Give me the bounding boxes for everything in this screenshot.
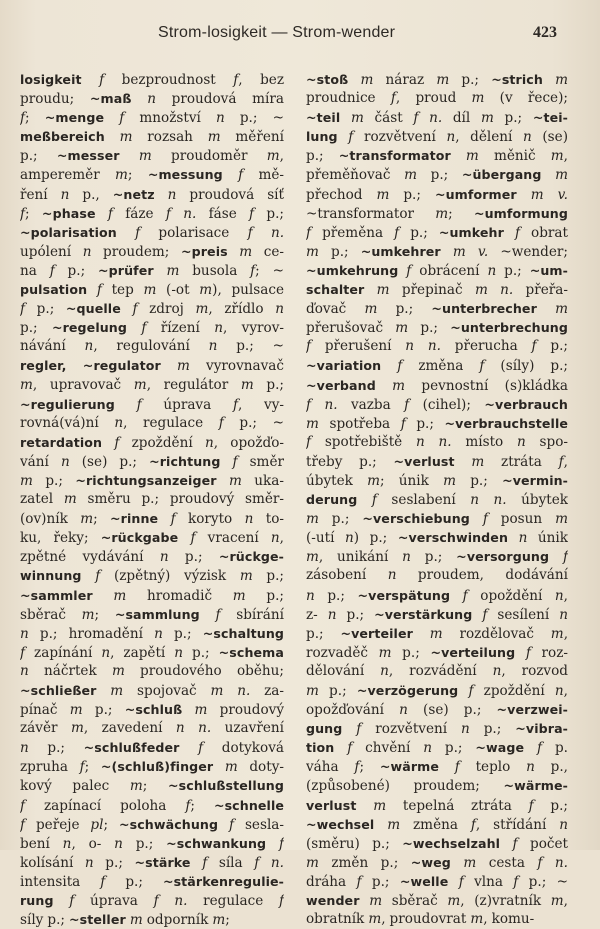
entry-line: vání n (se) p.; ~richtung f směr (20, 453, 284, 470)
entry-line: rung f úprava f n. regulace f (20, 893, 284, 910)
entry-line: váha f; ~wärme f teplo n p., (306, 759, 568, 776)
entry-line: bení n, o- n p.; ~schwankung f (20, 835, 284, 852)
right-column (306, 70, 568, 929)
entry-line: závěr m, zavedení n n. uzavření (20, 720, 284, 737)
entry-line: m p.; ~verschiebung f posun m (306, 511, 568, 528)
entry-line: síly p.; ~steller m odporník m; (20, 912, 230, 929)
entry-line: retardation f zpoždění n, opožďo- (20, 434, 284, 451)
entry-line: winnung f (zpětný) výzisk m p.; (20, 568, 284, 585)
entry-line: verlust m tepelná ztráta f p.; (306, 797, 568, 814)
entry-line: p.; ~verteiler m rozdělovač m, (306, 625, 568, 642)
entry-line: n p.; ~schlußfeder f dotyková (20, 740, 284, 757)
entry-line: ~teil m část f n. díl m p.; ~tei- (306, 110, 568, 127)
entry-line: rozvaděč m p.; ~verteilung f roz- (306, 644, 568, 661)
entry-line: kový palec m; ~schlußstellung (20, 778, 284, 795)
entry-line: ~stoß m náraz m p.; ~strich m (306, 72, 568, 88)
entry-line: m p.; ~verzögerung f zpoždění n, (306, 683, 568, 699)
entry-line: rovná(vá)ní n, regulace f p.; ~ (20, 414, 284, 431)
entry-line: přeměňovač m p.; ~übergang m (306, 167, 568, 184)
entry-line: zásobení n proudem, dodávání (306, 567, 568, 584)
entry-line: f zapínání n, zapětí n p.; ~schema (20, 644, 284, 661)
entry-line: f přeměna f p.; ~umkehr f obrat (306, 224, 568, 241)
entry-line: f n. vazba f (cihel); ~verbrauch (306, 396, 568, 413)
entry-line: wender m sběrač m, (z)vratník m, (306, 893, 568, 910)
entry-line: (-utí n) p.; ~verschwinden n únik (306, 530, 568, 547)
entry-line: m změn p.; ~weg m cesta f n. (306, 854, 568, 871)
entry-line: ampereměr m; ~messung f mě- (20, 167, 284, 184)
entry-line: f; ~menge f množství n p.; ~ (20, 110, 284, 127)
entry-line: opožďování n (se) p.; ~verzwei- (306, 702, 568, 719)
entry-line: f zapínací poloha f; ~schnelle (20, 797, 284, 814)
entry-line: m p.; ~umkehrer m v. ~wender; (306, 243, 568, 260)
entry-line: ~transformator m; ~umformung (306, 205, 568, 222)
entry-line: pulsation f tep m (-ot m), pulsace (20, 282, 284, 299)
entry-line: ~umkehrung f obrácení n p.; ~um- (306, 262, 568, 279)
entry-line: m p.; ~richtungsanzeiger m uka- (20, 472, 284, 489)
entry-line: derung f seslabení n n. úbytek (306, 492, 568, 509)
entry-line: n p.; hromadění n p.; ~schaltung (20, 625, 284, 642)
entry-line: m, unikání n p.; ~versorgung f (306, 549, 568, 566)
entry-line: dráha f p.; ~welle f vlna f p.; ~ (306, 873, 568, 890)
entry-line: ~wechsel m změna f, střídání n (306, 816, 568, 833)
entry-line: ~verband m pevnostní (s)kládka (306, 377, 568, 394)
entry-line: m spotřeba f p.; ~verbrauchstelle (306, 415, 568, 432)
entry-line: kolísání n p.; ~stärke f síla f n. (20, 854, 284, 871)
page-number: 423 (533, 24, 557, 41)
entry-line: přerušovač m p.; ~unterbrechung (306, 320, 568, 337)
entry-line: n náčrtek m proudového oběhu; (20, 662, 284, 679)
entry-line: n p.; ~verspätung f opoždění n, (306, 587, 568, 604)
entry-line: (způsobené) proudem; ~wärme- (306, 778, 568, 795)
entry-line: p.; ~messer m proudoměr m, (20, 148, 284, 165)
entry-line: sběrač m; ~sammlung f sbírání (20, 606, 284, 623)
entry-line: návání n, regulování n p.; ~ (20, 338, 284, 355)
entry-line: na f p.; ~prüfer m busola f; ~ (20, 262, 284, 279)
entry-line: ~schließer m spojovač m n. za- (20, 683, 284, 699)
entry-line: proudnice f, proud m (v řece); (306, 90, 568, 107)
page-header (0, 24, 600, 48)
entry-line: gung f rozvětvení n p.; ~vibra- (306, 721, 568, 738)
entry-line: ďovač m p.; ~unterbrecher m (306, 301, 568, 318)
entry-line: p.; ~regelung f řízení n, vyrov- (20, 320, 284, 337)
entry-line: f peřeje pl; ~schwächung f sesla- (20, 816, 284, 833)
entry-line: zatel m směru p.; proudový směr- (20, 491, 284, 508)
entry-line: přechod m p.; ~umformer m v. (306, 186, 568, 203)
entry-line: schalter m přepinač m n. přeřa- (306, 282, 568, 299)
left-column (20, 70, 284, 929)
entry-line: upólení n proudem; ~preis m ce- (20, 243, 284, 260)
entry-line: losigkeit f bezproudnost f, bez (20, 72, 284, 88)
entry-line: meßbereich m rozsah m měření (20, 129, 284, 146)
entry-line: ~sammler m hromadič m p.; (20, 587, 284, 604)
running-head: Strom-losigkeit — Strom-wender (158, 24, 396, 41)
entry-line: (směru) p.; ~wechselzahl f počet (306, 835, 568, 852)
entry-line: f p.; ~quelle f zdroj m, zřídlo n (20, 301, 284, 318)
entry-line: obratník m, proudovrat m, komu- (306, 911, 535, 928)
entry-line: ~polarisation f polarisace f n. (20, 224, 284, 241)
entry-line: m, upravovač m, regulátor m p.; (20, 376, 284, 393)
entry-line: f spotřebiště n n. místo n spo- (306, 433, 568, 450)
entry-line: proudu; ~maß n proudová míra (20, 91, 284, 108)
entry-line: ~variation f změna f (síly) p.; (306, 358, 568, 375)
entry-line: lung f rozvětvení n, dělení n (se) (306, 129, 568, 146)
entry-line: zpětné vydávání n p.; ~rückge- (20, 549, 284, 566)
entry-line: p.; ~transformator m měnič m, (306, 148, 568, 165)
entry-line: dělování n, rozvádění n, rozvod (306, 662, 568, 679)
entry-line: ku, řeky; ~rückgabe f vracení n, (20, 530, 284, 547)
entry-line: intensita f p.; ~stärkenregulie- (20, 873, 284, 890)
entry-line: ~regulierung f úprava f, vy- (20, 396, 284, 413)
entry-line: f; ~phase f fáze f n. fáse f p.; (20, 205, 284, 222)
entry-line: úbytek m; únik m p.; ~vermin- (306, 472, 568, 489)
entry-line: třeby p.; ~verlust m ztráta f, (306, 453, 568, 470)
entry-line: (ov)ník m; ~rinne f koryto n to- (20, 511, 284, 528)
entry-line: ření n p., ~netz n proudová síť (20, 186, 284, 203)
entry-line: tion f chvění n p.; ~wage f p. (306, 740, 568, 757)
entry-line: z- n p.; ~verstärkung f sesílení n (306, 606, 568, 623)
entry-line: zpruha f; ~(schluß)finger m doty- (20, 759, 284, 776)
entry-line: f přerušení n n. přerucha f p.; (306, 338, 568, 355)
entry-line: pínač m p.; ~schluß m proudový (20, 702, 284, 719)
entry-line: regler, ~regulator m vyrovnavač (20, 358, 284, 375)
